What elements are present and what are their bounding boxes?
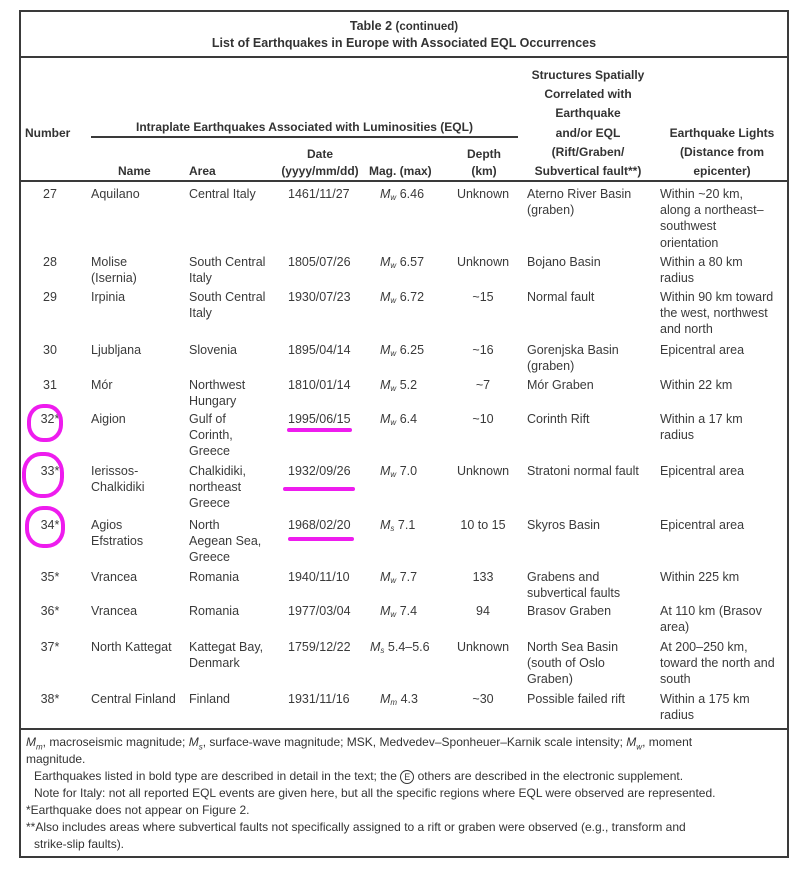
footnote-double-star-2: strike-slip faults). (34, 837, 125, 851)
electronic-supplement-icon: E (400, 770, 414, 784)
cell-date: 1995/06/15 (288, 412, 351, 426)
cell-lights: Epicentral area (660, 343, 745, 357)
cell-magnitude (380, 517, 415, 537)
cell-lights: Within a 17 km (660, 412, 743, 426)
cell-name: Aquilano (91, 187, 140, 201)
cell-area: North (189, 518, 220, 532)
mag-value: 6.25 (399, 343, 425, 357)
cell-lights: and north (660, 322, 713, 337)
cell-area: Greece (189, 444, 230, 459)
cell-number: 38* (40, 692, 60, 706)
cell-structure: Gorenjska Basin (527, 343, 619, 357)
cell-area: Chalkidiki, (189, 464, 246, 478)
header-number: Number (25, 126, 71, 140)
cell-depth: Unknown (456, 464, 510, 478)
cell-date: 1930/07/23 (288, 290, 351, 304)
cell-area: Romania (189, 570, 240, 584)
highlight-underline (288, 537, 354, 541)
cell-area: Kattegat Bay, (189, 640, 264, 654)
cell-number: 31 (43, 378, 57, 392)
cell-magnitude (370, 639, 430, 659)
cell-structure: Corinth Rift (527, 412, 590, 426)
mag-symbol: M (380, 464, 391, 478)
cell-area: Northwest (189, 378, 246, 392)
footnote-bold-note (34, 768, 794, 785)
mag-subscript: w (390, 349, 397, 358)
cell-depth: 10 to 15 (460, 518, 506, 532)
cell-structure: Bojano Basin (527, 255, 601, 269)
header-structures-line: (Rift/Graben/ (551, 144, 625, 159)
footnote-double-star-1: **Also includes areas where subvertical faults not specifically assigned to a rift or graben were observed (e.g., transform and (26, 820, 686, 834)
cell-name: Central Finland (91, 692, 176, 706)
cell-structure: (graben) (527, 203, 575, 218)
title-divider (19, 56, 789, 58)
fn-bold-a: Earthquakes listed in bold type are described in detail in the text; the (34, 769, 401, 783)
cell-number: 32* (40, 412, 60, 426)
header-mag: Mag. (max) (369, 164, 432, 178)
cell-area: Aegean Sea, (189, 534, 262, 549)
footnote-abbrev-line2: magnitude. (26, 752, 86, 766)
cell-magnitude (380, 691, 418, 711)
cell-lights: along a northeast– (660, 203, 764, 218)
mag-value: 4.3 (400, 692, 418, 706)
header-date-2: (yyyy/mm/dd) (281, 164, 359, 178)
mag-value: 7.0 (399, 464, 418, 478)
mag-symbol: M (380, 290, 391, 304)
cell-lights: Epicentral area (660, 518, 745, 532)
mag-subscript: w (390, 610, 397, 619)
cell-magnitude (380, 254, 424, 274)
cell-magnitude (380, 377, 417, 397)
cell-date: 1931/11/16 (288, 692, 350, 706)
cell-name: Ierissos- (91, 464, 139, 478)
fn-ms-symbol: M (188, 735, 199, 749)
cell-lights: radius (660, 708, 695, 723)
fn-ms-sub: s (198, 742, 203, 752)
mag-value: 6.46 (399, 187, 425, 201)
mag-symbol: M (380, 570, 391, 584)
cell-area: Denmark (189, 656, 240, 671)
cell-structure: North Sea Basin (527, 640, 619, 654)
cell-area: Greece (189, 550, 230, 565)
header-structures-line: Structures Spatially (531, 68, 645, 82)
cell-area: Greece (189, 496, 230, 511)
mag-value: 7.4 (399, 604, 418, 618)
cell-lights: Within a 80 km (660, 255, 743, 269)
cell-name: Ljubljana (91, 343, 142, 357)
highlight-underline (287, 428, 352, 432)
mag-subscript: w (390, 470, 397, 479)
mag-symbol: M (380, 187, 391, 201)
cell-name: Efstratios (91, 534, 144, 549)
table-title-text: Table 2 (349, 19, 393, 33)
table-title-suffix: (continued) (395, 21, 459, 33)
cell-lights: area) (660, 620, 690, 635)
cell-magnitude (380, 463, 417, 483)
mag-value: 6.57 (399, 255, 425, 269)
mag-value: 7.7 (399, 570, 418, 584)
cell-area: Gulf of (189, 412, 226, 426)
cell-depth: Unknown (456, 255, 510, 269)
cell-name: Chalkidiki (91, 480, 145, 495)
highlight-circle (27, 404, 63, 442)
cell-area: South Central (189, 255, 266, 269)
mag-subscript: w (390, 418, 397, 427)
cell-depth: Unknown (456, 187, 510, 201)
header-depth-2: (km) (471, 164, 497, 178)
fn-mw-sub: w (636, 742, 643, 752)
cell-lights: radius (660, 428, 695, 443)
cell-number: 36* (40, 604, 60, 618)
header-divider (19, 180, 789, 182)
mag-symbol: M (380, 518, 391, 532)
cell-date: 1932/09/26 (288, 464, 351, 478)
header-depth-1: Depth (467, 147, 501, 161)
mag-value: 5.4–5.6 (387, 640, 430, 654)
mag-subscript: w (390, 296, 397, 305)
cell-depth: Unknown (456, 640, 510, 654)
cell-magnitude (380, 186, 424, 206)
cell-name: Molise (91, 255, 128, 269)
fn-mw-symbol: M (626, 735, 637, 749)
cell-depth: ~7 (475, 378, 491, 392)
cell-lights: At 200–250 km, (660, 640, 748, 654)
highlight-circle (25, 506, 65, 548)
mag-subscript: m (390, 698, 398, 707)
header-lights-line: epicenter) (693, 164, 751, 179)
cell-structure: Grabens and (527, 570, 600, 584)
cell-structure: (south of Oslo (527, 656, 605, 671)
highlight-underline (283, 487, 355, 491)
cell-number: 27 (43, 187, 57, 201)
cell-depth: ~10 (472, 412, 494, 426)
cell-depth: ~30 (472, 692, 494, 706)
mag-value: 6.72 (399, 290, 425, 304)
cell-magnitude (380, 289, 424, 309)
cell-structure: (graben) (527, 359, 575, 374)
cell-magnitude (380, 569, 417, 589)
footnote-divider (19, 728, 789, 730)
cell-date: 1805/07/26 (288, 255, 351, 269)
cell-name: Vrancea (91, 604, 138, 618)
header-structures-line: Correlated with (544, 87, 632, 102)
cell-lights: orientation (660, 235, 719, 250)
cell-magnitude (380, 411, 417, 431)
cell-number: 34* (40, 518, 60, 532)
cell-lights: radius (660, 271, 695, 286)
cell-name: Mór (91, 378, 113, 392)
header-date-1: Date (306, 147, 333, 161)
header-structures-line: Earthquake (555, 106, 621, 121)
cell-area: Italy (189, 271, 212, 286)
mag-symbol: M (380, 378, 391, 392)
header-name: Name (118, 164, 151, 178)
cell-depth: 133 (472, 570, 494, 584)
cell-number: 30 (43, 343, 57, 357)
header-lights-line: Earthquake Lights (669, 126, 775, 140)
cell-area: Finland (189, 692, 230, 706)
header-area: Area (189, 164, 216, 178)
cell-name: North Kattegat (91, 640, 172, 654)
mag-symbol: M (370, 640, 381, 654)
cell-date: 1461/11/27 (288, 187, 350, 201)
cell-structure: Normal fault (527, 290, 595, 304)
cell-date: 1810/01/14 (288, 378, 351, 392)
table-title (19, 18, 789, 36)
cell-lights: Epicentral area (660, 464, 745, 478)
cell-lights: toward the north and (660, 656, 775, 671)
fn-mm-sub: m (36, 742, 43, 752)
mag-subscript: w (390, 193, 397, 202)
cell-lights: Within a 175 km (660, 692, 750, 706)
cell-lights: south (660, 672, 691, 687)
cell-number: 37* (40, 640, 60, 654)
cell-lights: Within 225 km (660, 570, 740, 584)
cell-area: South Central (189, 290, 266, 304)
cell-lights: Within 90 km toward (660, 290, 774, 304)
fn-ms-text: , surface-wave magnitude; MSK, Medvedev–Sponheuer–Karnik scale intensity; (202, 735, 627, 749)
cell-area: northeast (189, 480, 242, 495)
mag-subscript: w (390, 384, 397, 393)
cell-date: 1895/04/14 (288, 343, 351, 357)
cell-area: Central Italy (189, 187, 256, 201)
header-structures-line: Subvertical fault**) (534, 164, 642, 178)
cell-date: 1759/12/22 (288, 640, 351, 654)
footnote-single-star: *Earthquake does not appear on Figure 2. (26, 803, 250, 817)
cell-name: (Isernia) (91, 271, 137, 286)
cell-name: Agios (91, 518, 123, 532)
cell-lights: At 110 km (Brasov (660, 604, 762, 618)
cell-number: 35* (40, 570, 60, 584)
header-group: Intraplate Earthquakes Associated with Luminosities (EQL) (136, 120, 473, 134)
cell-lights: southwest (660, 219, 717, 234)
header-group-underline (91, 136, 518, 138)
cell-area: Corinth, (189, 428, 233, 443)
cell-depth: ~16 (472, 343, 494, 357)
cell-structure: Mór Graben (527, 378, 594, 392)
cell-number: 28 (43, 255, 57, 269)
mag-subscript: s (380, 646, 385, 655)
mag-symbol: M (380, 692, 391, 706)
mag-symbol: M (380, 412, 391, 426)
cell-name: Aigion (91, 412, 126, 426)
mag-symbol: M (380, 255, 391, 269)
cell-area: Italy (189, 306, 212, 321)
mag-value: 6.4 (399, 412, 418, 426)
cell-date: 1977/03/04 (288, 604, 351, 618)
cell-number: 33* (40, 464, 60, 478)
cell-structure: Brasov Graben (527, 604, 612, 618)
header-lights-line: (Distance from (679, 145, 765, 160)
cell-structure: Aterno River Basin (527, 187, 632, 201)
cell-area: Hungary (189, 394, 237, 409)
mag-value: 5.2 (399, 378, 418, 392)
cell-structure: Graben) (527, 672, 573, 687)
cell-structure: Stratoni normal fault (527, 464, 639, 478)
mag-subscript: w (390, 576, 397, 585)
cell-structure: Possible failed rift (527, 692, 625, 706)
mag-value: 7.1 (397, 518, 416, 532)
cell-structure: Skyros Basin (527, 518, 600, 532)
mag-subscript: s (390, 524, 395, 533)
mag-symbol: M (380, 604, 391, 618)
mag-subscript: w (390, 261, 397, 270)
table-subtitle: List of Earthquakes in Europe with Associated EQL Occurrences (211, 36, 597, 50)
fn-mm-text: , macroseismic magnitude; (42, 735, 189, 749)
cell-area: Romania (189, 604, 240, 618)
cell-number: 29 (43, 290, 57, 304)
mag-symbol: M (380, 343, 391, 357)
cell-magnitude (380, 342, 424, 362)
cell-depth: ~15 (472, 290, 494, 304)
fn-mm-symbol: M (26, 735, 36, 749)
cell-lights: Within ~20 km, (660, 187, 744, 201)
cell-magnitude (380, 603, 417, 623)
cell-lights: Within 22 km (660, 378, 733, 392)
cell-name: Vrancea (91, 570, 138, 584)
cell-structure: subvertical faults (527, 586, 621, 601)
header-structures-line: and/or EQL (555, 125, 621, 140)
cell-date: 1940/11/10 (288, 570, 350, 584)
footnote-italy: Note for Italy: not all reported EQL events are given here, but all the specific regions where EQL were observed are represented. (34, 786, 716, 800)
fn-bold-b: others are described in the electronic supplement. (414, 769, 684, 783)
cell-depth: 94 (476, 604, 490, 618)
cell-name: Irpinia (91, 290, 126, 304)
cell-lights: the west, northwest (660, 306, 768, 321)
cell-date: 1968/02/20 (288, 518, 351, 532)
fn-mw-text: , moment (642, 735, 693, 749)
cell-area: Slovenia (189, 343, 237, 357)
highlight-circle (22, 452, 64, 498)
